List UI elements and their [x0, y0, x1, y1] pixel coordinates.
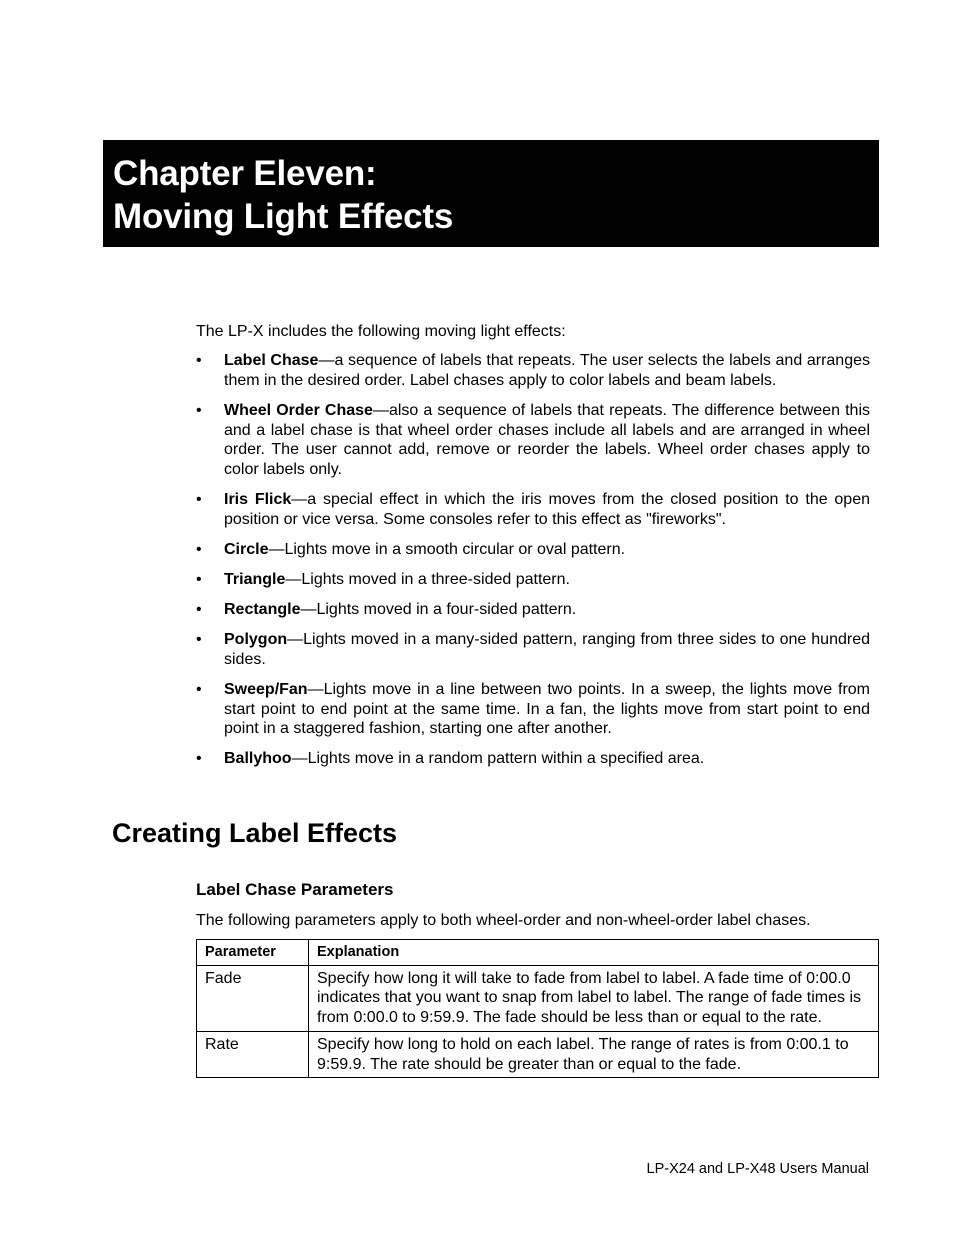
- bullet-icon: •: [196, 631, 202, 649]
- effect-description: —also a sequence of labels that repeats. The difference between this and a label chase is that wheel order chases include all labels and are arranged in wheel order. The user cannot add, remove or reorder the labels. Wheel order chases apply to color labels only.: [224, 401, 870, 478]
- list-item: [196, 490, 870, 529]
- effect-description: —a special effect in which the iris moves from the closed position to the open position or vice versa. Some consoles refer to this effect as "fireworks".: [224, 491, 871, 528]
- effect-description: —Lights moved in a many-sided pattern, ranging from three sides to one hundred sides.: [224, 631, 870, 668]
- effect-term: Iris Flick: [224, 491, 292, 508]
- effect-term: Circle: [224, 540, 269, 558]
- table-header-row: [197, 940, 879, 966]
- effect-description: —Lights moved in a four-sided pattern.: [300, 600, 577, 618]
- table-row: [197, 1031, 879, 1077]
- effect-term: Label Chase: [224, 352, 319, 369]
- parameter-explanation: Specify how long to hold on each label. The range of rates is from 0:00.1 to 9:59.9. The rate should be greater than or equal to the fade.: [309, 1031, 879, 1077]
- effect-description: —Lights move in a smooth circular or oval pattern.: [268, 540, 626, 558]
- effect-term: Rectangle: [224, 600, 301, 618]
- effect-description: —Lights move in a random pattern within a specified area.: [291, 750, 705, 768]
- list-item: [196, 600, 870, 620]
- effect-description: —Lights move in a line between two points. In a sweep, the lights move from start point to end point at the same time. In a fan, the lights move from start point to end point in a staggered fashion, starting one after another.: [224, 680, 870, 738]
- parameter-explanation: Specify how long it will take to fade from label to label. A fade time of 0:00.0 indicates that you want to snap from label to label. The range of fade times is from 0:00.0 to 9:59.9. The fade should be less than or equal to the rate.: [309, 965, 879, 1031]
- bullet-icon: •: [196, 600, 202, 618]
- chapter-number-title: Chapter Eleven:: [113, 154, 377, 193]
- bullet-icon: •: [196, 540, 202, 558]
- list-item: [196, 351, 870, 390]
- effect-term: Triangle: [224, 570, 286, 588]
- column-header-explanation: Explanation: [309, 940, 879, 966]
- bullet-icon: •: [196, 491, 202, 508]
- effect-term: Ballyhoo: [224, 750, 292, 768]
- chapter-banner: [103, 140, 879, 247]
- list-item: [196, 749, 870, 769]
- list-item: [196, 401, 870, 480]
- list-item: [196, 680, 870, 739]
- table-row: [197, 965, 879, 1031]
- parameter-name: Fade: [197, 965, 309, 1031]
- subsection-title: Label Chase Parameters: [196, 880, 394, 899]
- intro-paragraph: The LP-X includes the following moving light effects:: [196, 323, 566, 340]
- bullet-icon: •: [196, 750, 202, 768]
- subsection-intro: The following parameters apply to both wheel-order and non-wheel-order label chases.: [196, 912, 811, 929]
- effects-list: [196, 351, 870, 779]
- section-title: Creating Label Effects: [112, 818, 398, 848]
- list-item: [196, 540, 870, 560]
- parameter-name: Rate: [197, 1031, 309, 1077]
- effect-description: —a sequence of labels that repeats. The user selects the labels and arranges them in the desired order. Label chases apply to color labels and beam labels.: [224, 352, 871, 389]
- list-item: [196, 570, 870, 590]
- list-item: [196, 630, 870, 669]
- effect-description: —Lights moved in a three-sided pattern.: [285, 570, 570, 588]
- bullet-icon: •: [196, 352, 202, 369]
- effect-term: Wheel Order Chase: [224, 401, 373, 419]
- column-header-parameter: Parameter: [197, 940, 309, 966]
- parameters-table: [196, 939, 879, 1078]
- effect-term: Polygon: [224, 631, 288, 649]
- bullet-icon: •: [196, 570, 202, 588]
- chapter-name-title: Moving Light Effects: [113, 197, 454, 236]
- page-footer: LP-X24 and LP-X48 Users Manual: [646, 1161, 869, 1177]
- effect-term: Sweep/Fan: [224, 680, 308, 698]
- bullet-icon: •: [196, 680, 202, 698]
- bullet-icon: •: [196, 401, 202, 419]
